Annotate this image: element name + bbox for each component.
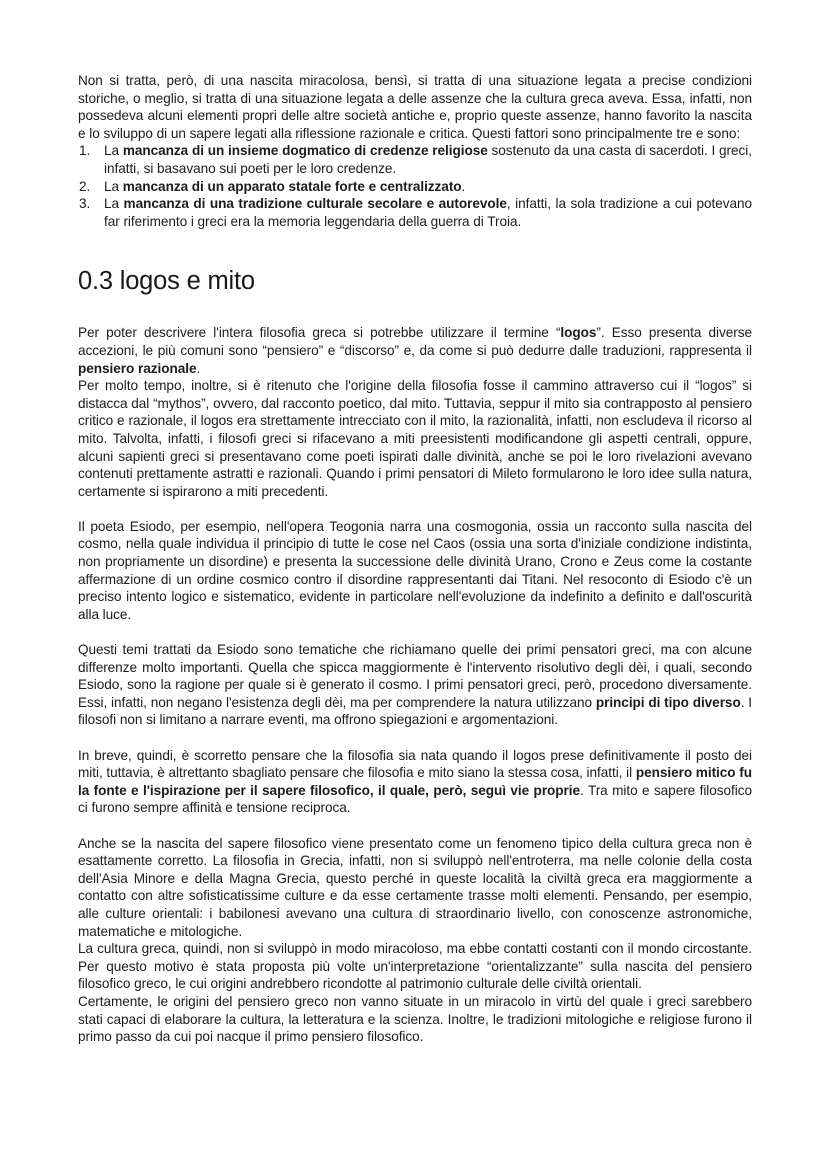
paragraph-text: In breve, quindi, è scorretto pensare che la filosofia sia nata quando il logos prese definitivamente il posto dei miti, tuttavia, è altrettanto sbagliato pensare che filosofia e mito siano la stessa cosa, infatti, il <box>78 747 752 781</box>
term-logos: logos <box>560 325 597 341</box>
list-item-lead: La <box>104 178 123 194</box>
paragraph-text: ”. Esso presenta diverse accezioni, le più comuni sono “pensiero” e “discorso” e, da come si può dedurre dalle traduzioni, rappresenta il <box>78 325 752 358</box>
paragraph-logos-mythos: Per molto tempo, inoltre, si è ritenuto che l'origine della filosofia fosse il cammino attraverso cui il “logos” si distacca dal “mythos”, ovvero, dal racconto poetico, dal mito. Tuttavia, seppur il mito sia contrapposto al pensiero critico e razionale, il logos era strettamente intrecciato con il mito, la razionalità, infatti, non escludeva il ricorso al mito. Talvolta, infatti, i filosofi greci si rifacevano a miti preesistenti modificandone gli aspetti centrali, oppure, alcuni sapienti greci si presentavano come poeti ispirati dalle divinità, anche se poi le loro rivelazioni avevano contenuti prettamente astratti e razionali. Quando i primi pensatori di Mileto formularono le loro idee sulla natura, certamente si ispirarono a miti precedenti. <box>78 378 752 499</box>
paragraph-certamente-origini: Certamente, le origini del pensiero greco non vanno situate in un miracolo in virtù del quale i greci sarebbero stati capaci di elaborare la cultura, la letteratura e la scienza. Inoltre, le tradizioni mitologiche e religiose furono il primo passo da cui poi nacque il primo pensiero filosofico. <box>78 993 752 1045</box>
page-title: 0.3 logos e mito <box>78 267 255 296</box>
list-item-emphasis: mancanza di una tradizione culturale secolare e autorevole <box>123 196 507 212</box>
list-item-marker: 3. <box>79 196 91 212</box>
list-item <box>78 142 752 177</box>
term-pensiero-razionale: pensiero razionale <box>78 360 197 376</box>
term-principi-tipo-diverso: principi di tipo diverso <box>595 694 741 710</box>
factors-numbered-list <box>78 142 752 230</box>
paragraph-text: . <box>196 360 201 376</box>
list-item <box>78 178 752 196</box>
paragraph-in-breve <box>78 747 752 817</box>
section-heading-block <box>78 266 752 296</box>
paragraph-temi-esiodo <box>78 641 752 729</box>
intro-paragraph: Non si tratta, però, di una nascita miracolosa, bensì, si tratta di una situazione legata a precise condizioni storiche, o meglio, si tratta di una situazione legata a delle assenze che la cultura greca aveva. Essa, infatti, non possedeva alcuni elementi propri delle altre società antiche e, proprio queste assenze, hanno favorito la nascita e lo sviluppo di un sapere legati alla riflessione razionale e critica. Questi fattori sono principalmente tre e sono: <box>78 73 752 141</box>
paragraph-text: Questi temi trattati da Esiodo sono tematiche che richiamano quelle dei primi pensatori greci, ma con alcune differenze molto importanti. Quella che spicca maggiormente è l'intervento risolutivo degli dèi, i quali, secondo Esiodo, sono la ragione per quale si è generato il cosmo. I primi pensatori greci, però, procedono diversamente. Essi, infatti, non negano l'esistenza degli dèi, ma per comprendere la natura utilizzano <box>78 642 752 710</box>
document-body <box>78 72 752 1046</box>
paragraph-text: . Tra mito e sapere filosofico ci furono sempre affinità e tensione reciproca. <box>78 782 752 816</box>
paragraph-cultura-greca: La cultura greca, quindi, non si sviluppò in modo miracoloso, ma ebbe contatti costanti con il mondo circostante. Per questo motivo è stata proposta più volte un'interpretazione “orientalizzante” sulla nascita del pensiero filosofico greco, le cui origini andrebbero ricondotte al patrimonio culturale delle civiltà orientali. <box>78 941 752 992</box>
list-item-lead: La <box>104 196 124 212</box>
list-item-tail: . <box>461 178 466 194</box>
list-item-emphasis: mancanza di un insieme dogmatico di credenze religiose <box>122 143 488 159</box>
list-item <box>78 195 752 230</box>
list-item-lead: La <box>104 143 123 159</box>
list-item-marker: 2. <box>79 178 91 194</box>
paragraph-esiodo-teogonia: Il poeta Esiodo, per esempio, nell'opera Teogonia narra una cosmogonia, ossia un racconto sulla nascita del cosmo, nella quale individua il principio di tutte le cose nel Caos (ossia una sorta d'iniziale condizione indistinta, non propriamente un disordine) e presenta la successione delle divinità Urano, Crono e Zeus come la costante affermazione di un ordine cosmico contro il disordine rappresentanti dai Titani. Nel resoconto di Esiodo c'è un preciso intento logico e sistematico, evidente in particolare nell'evoluzione da indefinito a definito e dall'oscurità alla luce. <box>78 518 752 622</box>
list-item-emphasis: mancanza di un apparato statale forte e centralizzato <box>122 178 462 194</box>
paragraph-nascita-sapere-filosofico: Anche se la nascita del sapere filosofico viene presentato come un fenomeno tipico della cultura greca non è esattamente corretto. La filosofia in Grecia, infatti, non si sviluppò nell'entroterra, ma nelle colonie della costa dell'Asia Minore e della Magna Grecia, questo perché in queste località la civiltà greca era maggiormente a contatto con altre sofisticatissime culture e da esse certamente trasse molti elementi. Pensando, per esempio, alle culture orientali: i babilonesi avevano una cultura di straordinario livello, con conoscenze astronomiche, matematiche e mitologiche. <box>78 835 752 939</box>
paragraph-text: . I filosofi non si limitano a narrare eventi, ma offrono spiegazioni e argomentazioni. <box>78 694 752 728</box>
paragraph-logos-definition <box>78 324 752 377</box>
list-item-marker: 1. <box>79 143 91 159</box>
list-item-tail: , infatti, la sola tradizione a cui potevano far riferimento i greci era la memoria leggendaria della guerra di Troia. <box>104 196 752 229</box>
term-pensiero-mitico: pensiero mitico fu la fonte e l'ispirazione per il sapere filosofico, il quale, però, seguì vie proprie <box>78 765 752 798</box>
paragraph-text: Per poter descrivere l'intera filosofia greca si potrebbe utilizzare il termine “ <box>78 325 561 341</box>
list-item-tail: sostenuto da una casta di sacerdoti. I greci, infatti, si basavano sui poeti per le loro credenze. <box>104 143 752 176</box>
